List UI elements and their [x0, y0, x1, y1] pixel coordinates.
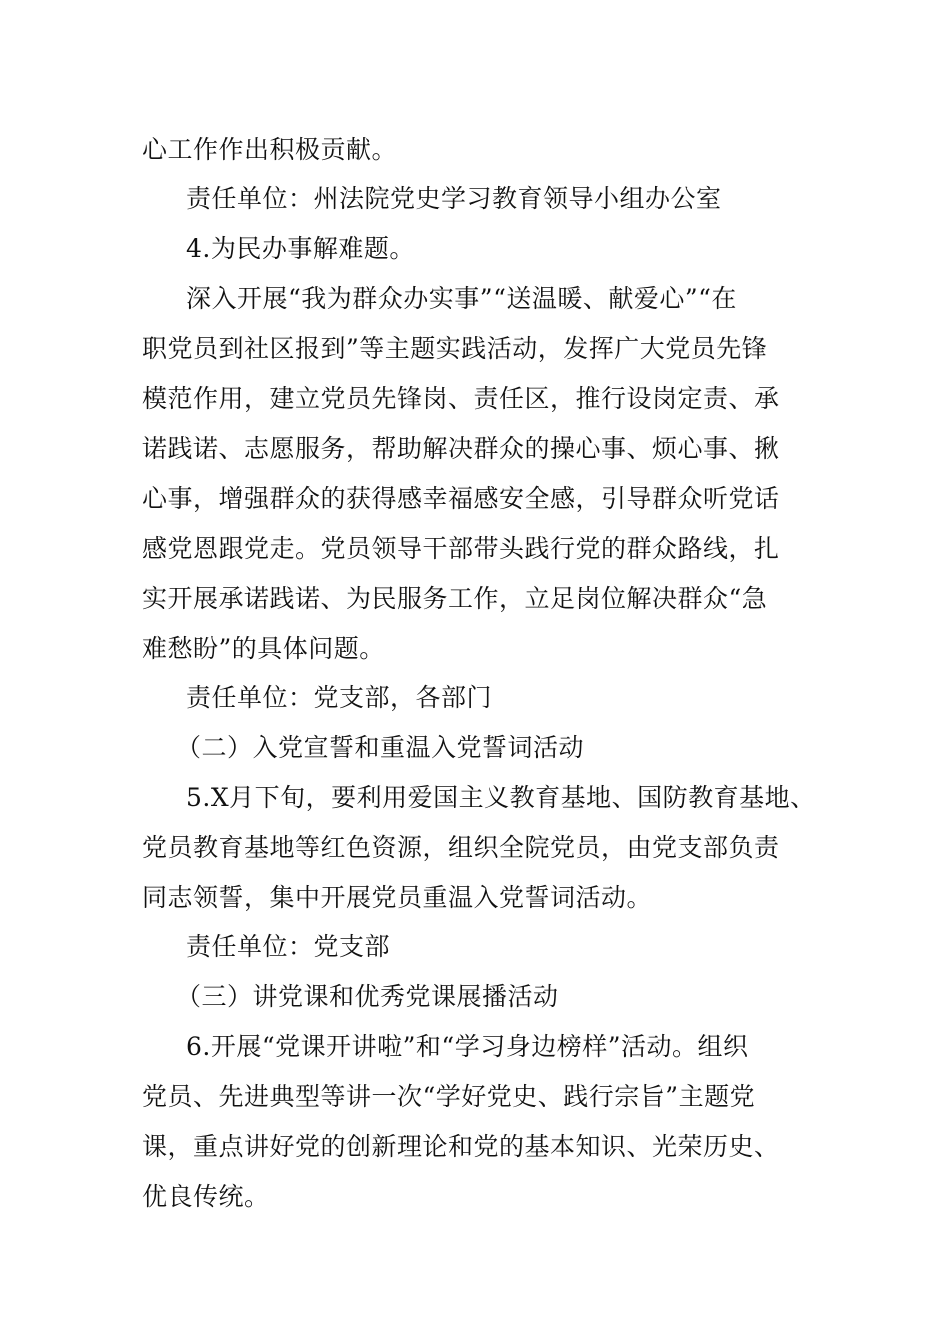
item-heading-4: 4.为民办事解难题。 — [186, 234, 415, 263]
responsible-unit-line: 责任单位：州法院党史学习教育领导小组办公室 — [186, 184, 722, 213]
paragraph-line: 同志领誓，集中开展党员重温入党誓词活动。 — [142, 883, 653, 912]
section-heading-2: （二）入党宣誓和重温入党誓词活动 — [176, 733, 585, 762]
paragraph-line: 党员、先进典型等讲一次“学好党史、践行宗旨”主题党 — [142, 1082, 756, 1111]
responsible-unit-line: 责任单位：党支部，各部门 — [186, 683, 493, 712]
paragraph-line: 实开展承诺践诺、为民服务工作，立足岗位解决群众“急 — [142, 584, 768, 613]
item-heading-5: 5.X月下旬，要利用爱国主义教育基地、国防教育基地、 — [186, 783, 816, 812]
paragraph-line: 职党员到社区报到”等主题实践活动，发挥广大党员先锋 — [142, 334, 768, 363]
responsible-unit-line: 责任单位：党支部 — [186, 932, 391, 961]
paragraph-line: 心事，增强群众的获得感幸福感安全感，引导群众听党话 — [142, 484, 780, 513]
section-heading-3: （三）讲党课和优秀党课展播活动 — [176, 982, 559, 1011]
paragraph-line: 党员教育基地等红色资源，组织全院党员，由党支部负责 — [142, 833, 780, 862]
paragraph-line: 模范作用，建立党员先锋岗、责任区，推行设岗定责、承 — [142, 384, 780, 413]
paragraph-line: 感党恩跟党走。党员领导干部带头践行党的群众路线，扎 — [142, 534, 780, 563]
paragraph-line: 诺践诺、志愿服务，帮助解决群众的操心事、烦心事、揪 — [142, 434, 780, 463]
paragraph-continuation: 心工作作出积极贡献。 — [142, 135, 398, 164]
item-heading-6: 6.开展“党课开讲啦”和“学习身边榜样”活动。组织 — [186, 1032, 749, 1061]
paragraph-line: 难愁盼”的具体问题。 — [142, 634, 385, 663]
paragraph-line: 优良传统。 — [142, 1182, 270, 1211]
paragraph-line: 课，重点讲好党的创新理论和党的基本知识、光荣历史、 — [142, 1132, 780, 1161]
paragraph-line: 深入开展“我为群众办实事”“送温暖、献爱心”“在 — [186, 284, 737, 313]
